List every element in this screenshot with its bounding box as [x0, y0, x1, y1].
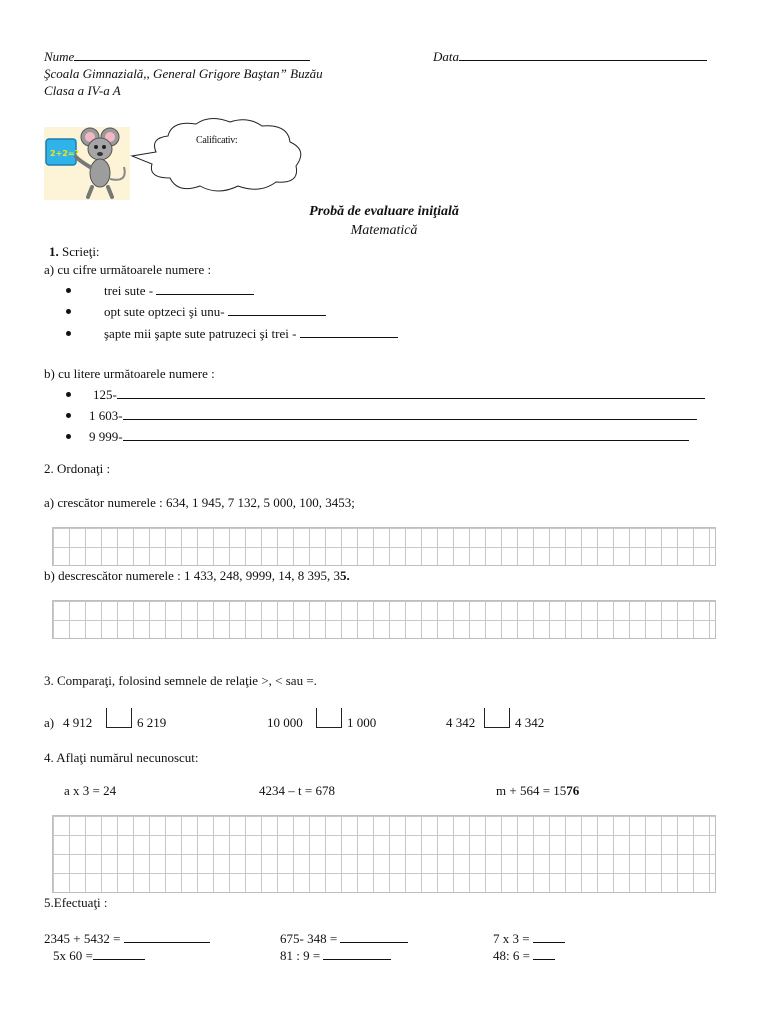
answer-blank[interactable]: [300, 325, 398, 338]
answer-blank[interactable]: [340, 930, 408, 943]
page-title: Probă de evaluare iniţială: [309, 204, 459, 219]
board-text: 2+2=?: [50, 149, 80, 158]
ex1-a-item: opt sute optzeci şi unu-: [104, 303, 326, 320]
ex1-b-label: b) cu litere următoarele numere :: [44, 366, 215, 381]
compare-right: 4 342: [515, 715, 545, 730]
compare-left: 4 912: [63, 715, 93, 730]
page-subtitle: Matematică: [350, 223, 418, 238]
answer-grid-2a[interactable]: [52, 527, 716, 566]
equation-1: a x 3 = 24: [64, 783, 117, 798]
ex2-a-label: a) crescător numerele : 634, 1 945, 7 132, 5 000, 100, 3453;: [44, 495, 355, 510]
answer-line[interactable]: [123, 428, 689, 441]
compare-box[interactable]: [106, 708, 132, 728]
operation: 675- 348 =: [280, 930, 408, 947]
ex2-b-label: b) descrescător numerele : 1 433, 248, 9999, 14, 8 395, 35.: [44, 568, 350, 583]
grade-cloud: [130, 116, 310, 192]
ex1-a-item: şapte mii şapte sute patruzeci şi trei -: [104, 325, 398, 342]
ex3-heading: 3. Comparaţi, folosind semnele de relaţie >, < sau =.: [44, 673, 317, 688]
bullet: [66, 413, 71, 418]
compare-right: 1 000: [347, 715, 377, 730]
date-field[interactable]: [433, 48, 707, 65]
bullet: [66, 288, 71, 293]
answer-blank[interactable]: [533, 947, 555, 960]
compare-right: 6 219: [137, 715, 167, 730]
answer-line[interactable]: [123, 407, 697, 420]
name-label: Nume: [44, 49, 75, 64]
operation: 7 x 3 =: [493, 930, 565, 947]
answer-blank[interactable]: [156, 282, 254, 295]
ex5-heading: 5.Efectuaţi :: [44, 895, 108, 910]
compare-box[interactable]: [316, 708, 342, 728]
answer-grid-4[interactable]: [52, 815, 716, 893]
date-blank[interactable]: [459, 48, 707, 61]
mouse-illustration: [44, 127, 130, 200]
ex2-heading: 2. Ordonaţi :: [44, 461, 111, 476]
answer-line[interactable]: [117, 386, 705, 399]
answer-blank[interactable]: [533, 930, 565, 943]
ex1-b-item: 9 999-: [89, 428, 689, 445]
school-name: Şcoala Gimnazială,, General Grigore Baştan” Buzău: [44, 66, 323, 81]
answer-blank[interactable]: [228, 303, 326, 316]
ex1-b-item: 1 603-: [89, 407, 697, 424]
class-name: Clasa a IV-a A: [44, 83, 121, 98]
name-field[interactable]: [44, 48, 310, 65]
name-blank[interactable]: [74, 48, 310, 61]
equation-3: m + 564 = 1576: [496, 783, 580, 798]
bullet: [66, 434, 71, 439]
compare-box[interactable]: [484, 708, 510, 728]
operation: 48: 6 =: [493, 947, 555, 964]
grade-label: Calificativ:: [196, 135, 238, 146]
ex1-heading: 1. Scrieţi:: [49, 244, 100, 259]
ex1-a-item: trei sute -: [104, 282, 254, 299]
operation: 5x 60 =: [53, 947, 145, 964]
operation: 2345 + 5432 =: [44, 930, 210, 947]
compare-left: 4 342: [446, 715, 476, 730]
answer-blank[interactable]: [124, 930, 210, 943]
answer-grid-2b[interactable]: [52, 600, 716, 639]
date-label: Data: [433, 49, 459, 64]
ex1-b-item: 125-: [93, 386, 705, 403]
ex1-a-label: a) cu cifre următoarele numere :: [44, 262, 212, 277]
compare-left: 10 000: [267, 715, 303, 730]
bullet: [66, 309, 71, 314]
equation-2: 4234 – t = 678: [259, 783, 335, 798]
operation: 81 : 9 =: [280, 947, 391, 964]
answer-blank[interactable]: [93, 947, 145, 960]
bullet: [66, 392, 71, 397]
ex4-heading: 4. Aflaţi numărul necunoscut:: [44, 750, 199, 765]
ex3-prefix: a): [44, 715, 55, 730]
bullet: [66, 331, 71, 336]
answer-blank[interactable]: [323, 947, 391, 960]
